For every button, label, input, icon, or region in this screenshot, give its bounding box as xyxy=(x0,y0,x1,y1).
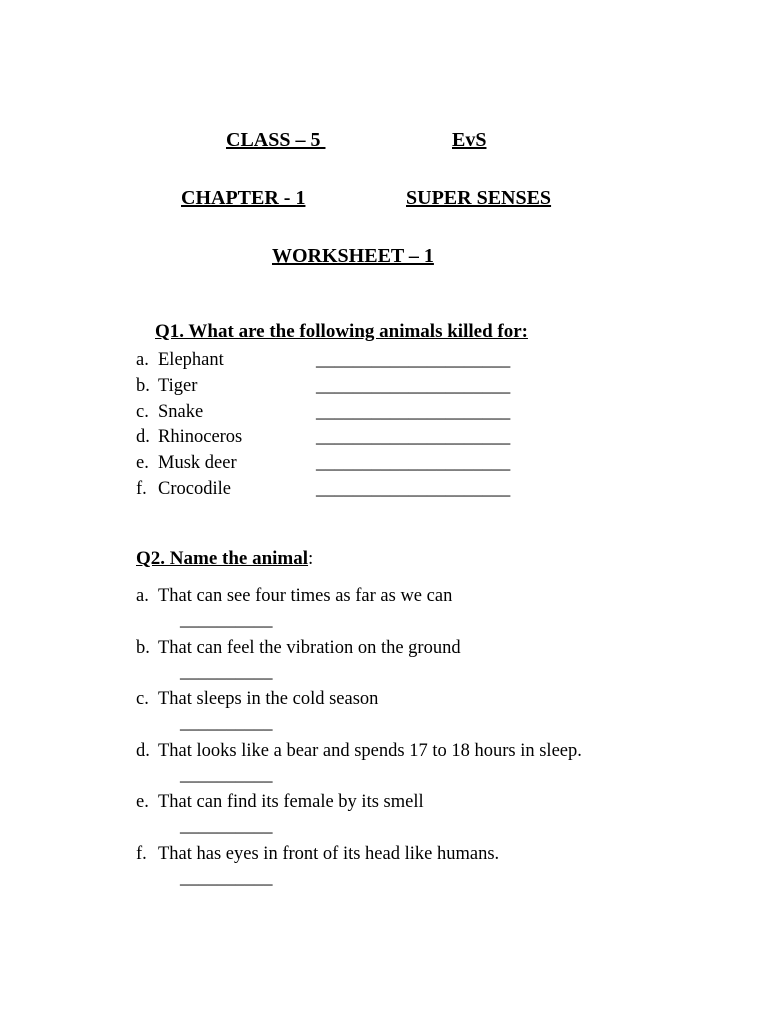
list-item xyxy=(136,790,696,842)
item-letter: e. xyxy=(136,453,149,474)
answer-blank[interactable]: _____________________ xyxy=(316,375,511,396)
answer-blank[interactable]: _____________________ xyxy=(316,453,511,474)
answer-blank[interactable]: _____________________ xyxy=(316,478,511,499)
animal-name: Tiger xyxy=(158,375,198,396)
class-label: CLASS – 5 xyxy=(226,129,326,151)
answer-blank[interactable]: __________ xyxy=(180,764,273,785)
list-item xyxy=(136,374,536,400)
item-letter: f. xyxy=(136,843,147,864)
item-letter: a. xyxy=(136,586,149,606)
q1-title-text: Q1. What are the following animals killed for: xyxy=(155,321,528,342)
chapter-label: CHAPTER - 1 xyxy=(181,187,306,209)
item-letter: b. xyxy=(136,375,150,396)
item-letter: c. xyxy=(136,689,149,709)
answer-blank[interactable]: __________ xyxy=(180,867,273,888)
list-item xyxy=(136,425,536,451)
animal-name: Snake xyxy=(158,401,204,422)
answer-blank[interactable]: _____________________ xyxy=(316,427,511,448)
answer-blank[interactable]: __________ xyxy=(180,816,273,836)
animal-name: Elephant xyxy=(158,350,224,370)
q2-title-colon: : xyxy=(308,548,314,569)
q2-title-text: Q2. Name the animal xyxy=(136,548,309,569)
item-letter: a. xyxy=(136,350,149,370)
list-item xyxy=(136,842,696,894)
item-letter: c. xyxy=(136,401,149,422)
subject-label: EvS xyxy=(452,129,487,151)
animal-name: Musk deer xyxy=(158,453,237,474)
q2-title xyxy=(136,547,313,571)
question-text: That can find its female by its smell xyxy=(158,792,424,812)
item-letter: f. xyxy=(136,478,147,499)
q2-list xyxy=(136,584,696,893)
item-letter: d. xyxy=(136,740,150,761)
question-text: That can see four times as far as we can xyxy=(158,586,453,606)
list-item xyxy=(136,636,696,688)
answer-blank[interactable]: __________ xyxy=(180,661,273,682)
item-letter: e. xyxy=(136,792,149,812)
list-item xyxy=(136,687,696,739)
list-item xyxy=(136,477,536,503)
list-item xyxy=(136,451,536,477)
worksheet-title: WORKSHEET – 1 xyxy=(272,245,434,267)
list-item xyxy=(136,584,696,636)
list-item xyxy=(136,739,696,791)
answer-blank[interactable]: __________ xyxy=(180,610,273,630)
item-letter: b. xyxy=(136,637,150,658)
chapter-title: SUPER SENSES xyxy=(406,187,552,209)
question-text: That looks like a bear and spends 17 to 18 hours in sleep. xyxy=(158,740,582,761)
question-text: That has eyes in front of its head like humans. xyxy=(158,843,500,864)
list-item xyxy=(136,348,536,374)
answer-blank[interactable]: __________ xyxy=(180,713,273,733)
question-text: That can feel the vibration on the ground xyxy=(158,637,461,658)
item-letter: d. xyxy=(136,427,150,448)
question-text: That sleeps in the cold season xyxy=(158,689,379,709)
q1-list xyxy=(136,348,536,503)
answer-blank[interactable]: _____________________ xyxy=(316,350,511,370)
answer-blank[interactable]: _____________________ xyxy=(316,401,511,422)
animal-name: Crocodile xyxy=(158,478,231,499)
animal-name: Rhinoceros xyxy=(158,427,243,448)
list-item xyxy=(136,400,536,426)
